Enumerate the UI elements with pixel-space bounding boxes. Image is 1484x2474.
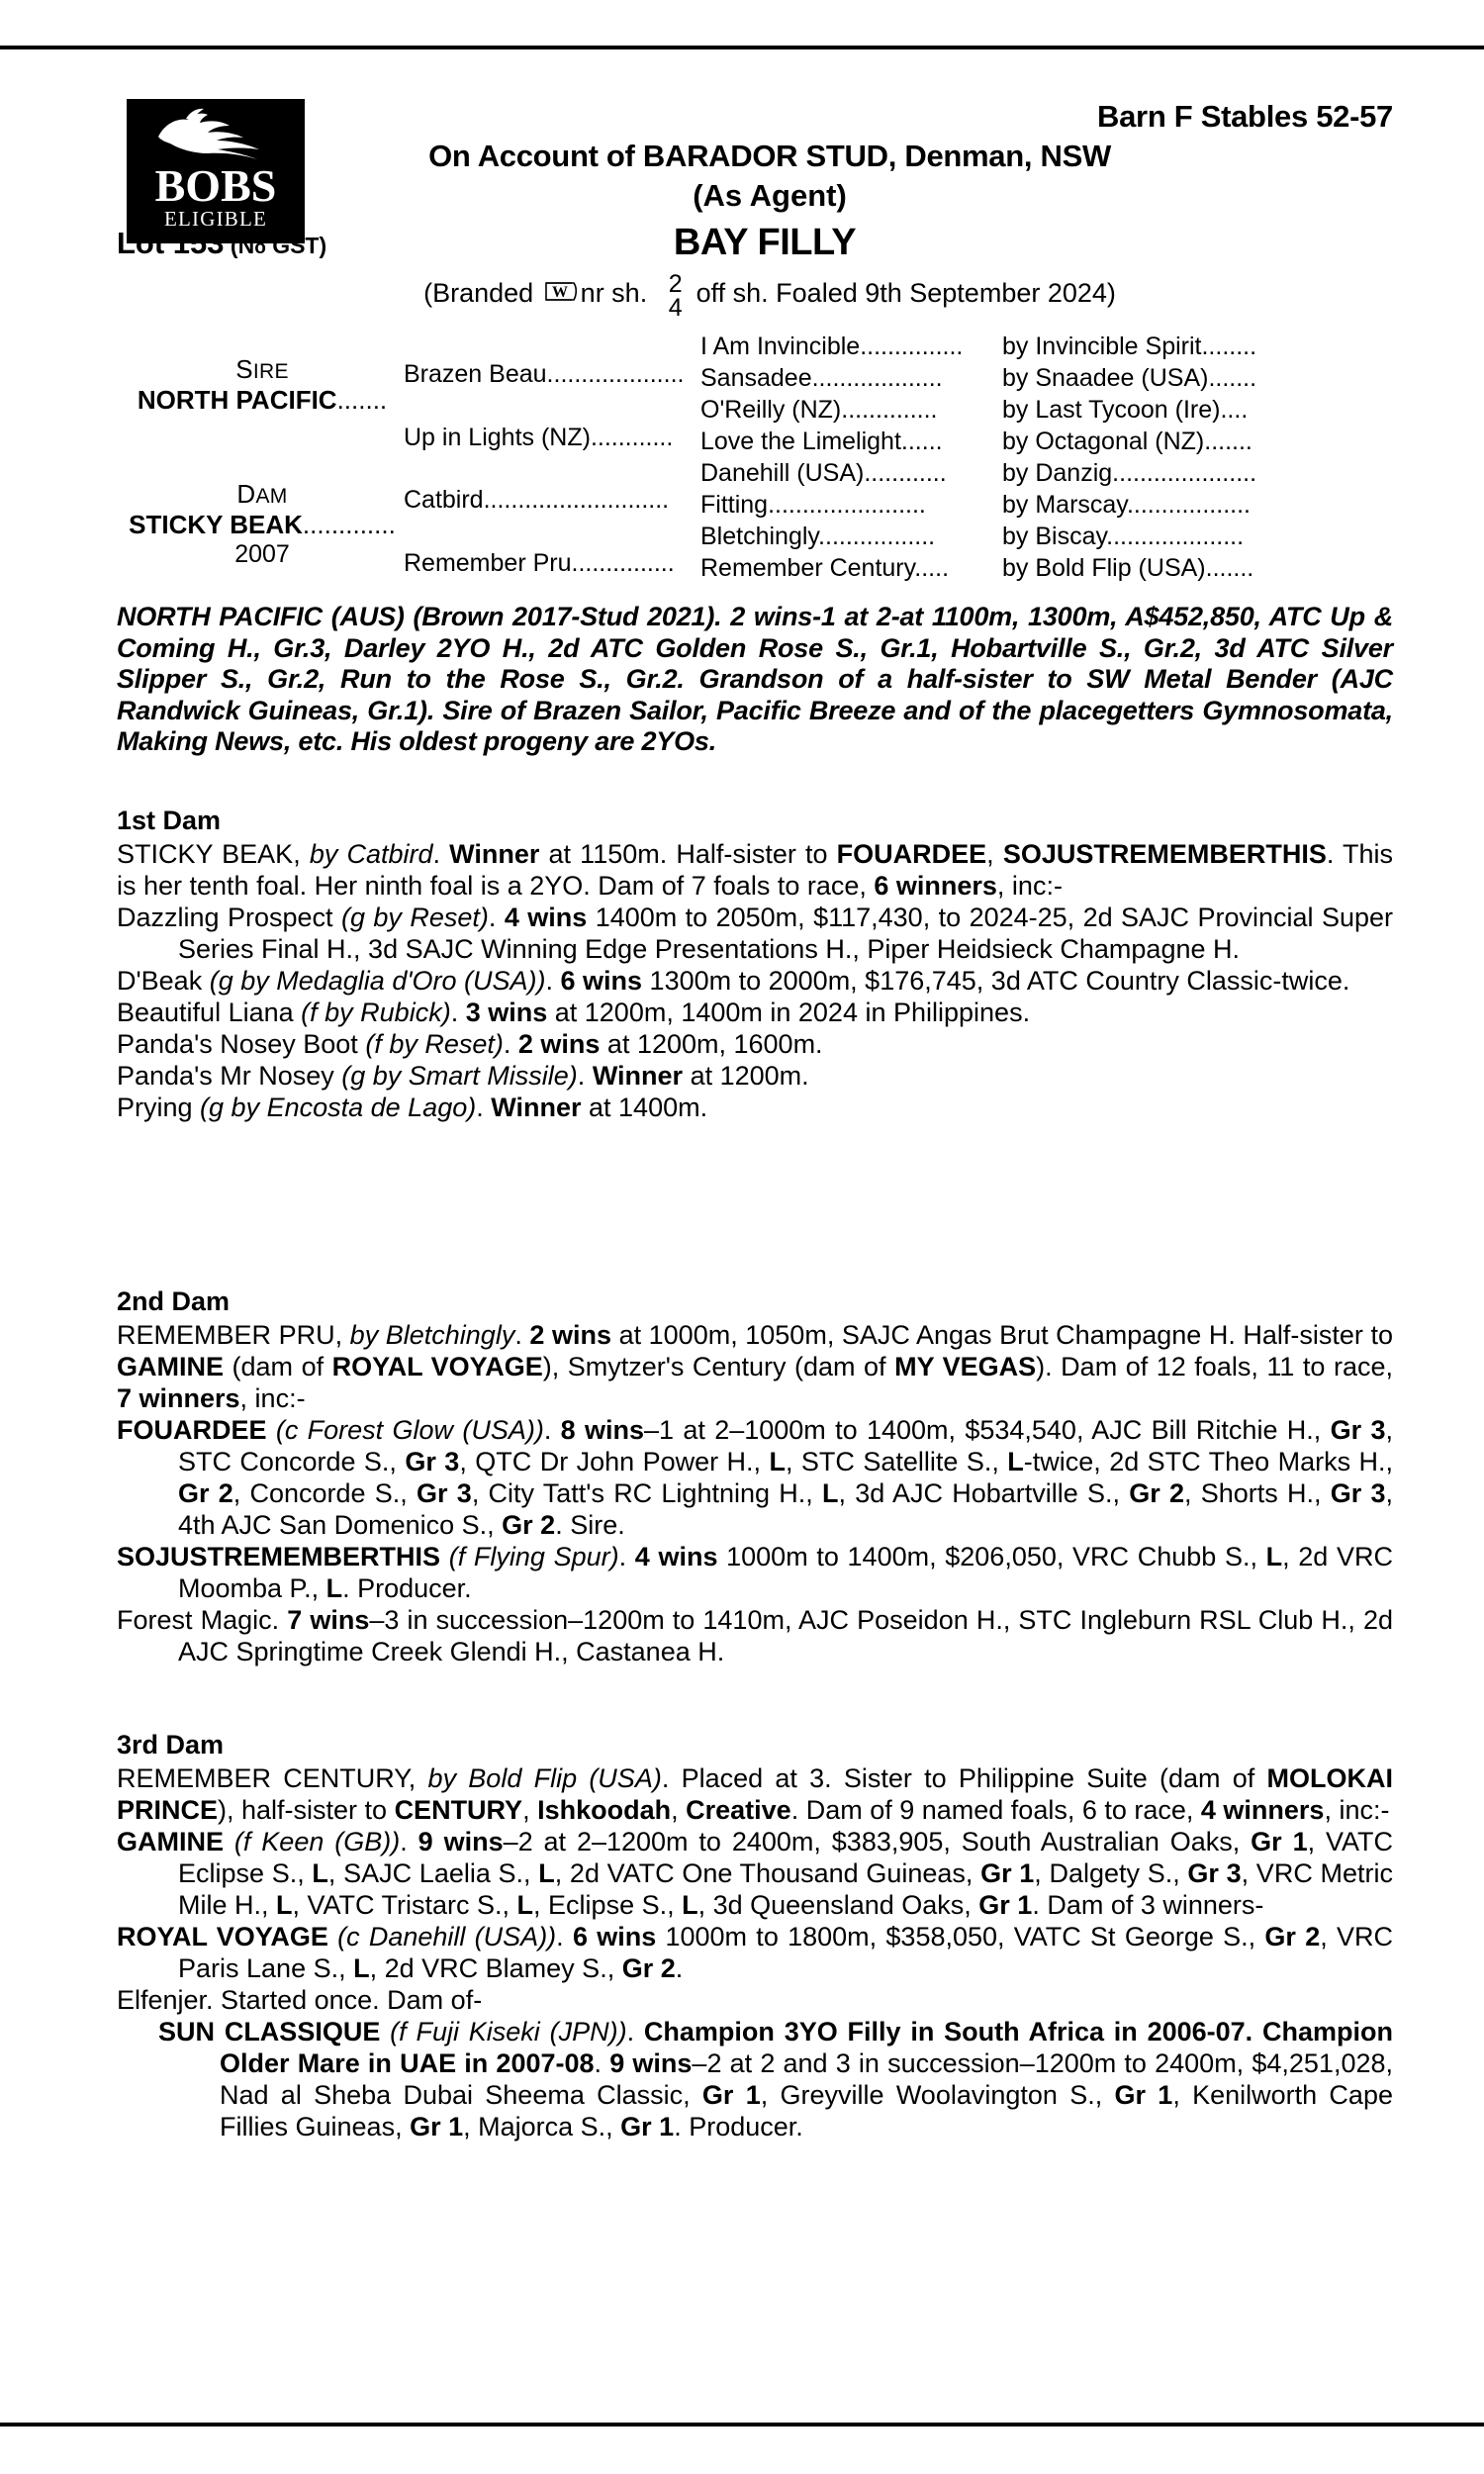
pedigree-gen4-item: by Marscay.................. [1002,491,1251,519]
sire-name: NORTH PACIFIC....... [137,385,388,415]
bottom-rule [0,2423,1484,2426]
progeny-entry: D'Beak (g by Medaglia d'Oro (USA)). 6 wins 1300m to 2000m, $176,745, 3d ATC Country Classic-twice. [117,966,1350,996]
award-segments: Gr 1, VATC Eclipse S., L, SAJC Laelia S., L, 2d VATC One Thousand Guineas, Gr 1, Dalgety S., Gr 3, VRC Metric Mile H., L, VATC Tristarc S., L, Eclipse S., L, 3d Queensland Oaks, Gr 1. Dam of 3 winners- [178,1827,1393,1920]
third-dam-description: REMEMBER CENTURY, by Bold Flip (USA). Placed at 3. Sister to Philippine Suite (dam of MOLOKAI PRINCE), half-sister to CENTURY, Ishkoodah, Creative. Dam of 9 named foals, 6 to race, 4 winners, inc:- [117,1763,1393,1825]
brand-number-fraction [669,272,683,320]
first-dam-body [117,838,1393,1123]
branded-mid-text: nr sh. [580,278,648,309]
elfenjer-entry: Elfenjer. Started once. Dam of- [117,1985,483,2015]
svg-text:W: W [551,284,568,302]
pedigree-gen4-item: by Danzig..................... [1002,459,1257,487]
lot-gst-note: (No GST) [230,233,327,258]
award-segments: Gr 2, VRC Paris Lane S., L, 2d VRC Blamey S., Gr 2. [178,1922,1393,1983]
barn-stables-text: Barn F Stables 52-57 [1097,99,1393,134]
branded-suffix-text: off sh. Foaled 9th September 2024) [696,278,1116,309]
first-dam-heading: 1st Dam [117,806,222,835]
pedigree-gen4-item: by Octagonal (NZ)....... [1002,428,1252,455]
progeny-entry: FOUARDEE (c Forest Glow (USA)). 8 wins–1 at 2–1000m to 1400m, $534,540, AJC Bill Ritchie H., Gr 3, STC Concorde S., Gr 3, QTC Dr John Power H., L, STC Satellite S., L-twice, 2d STC Theo Marks H., Gr 2, Concorde S., Gr 3, City Tatt's RC Lightning H., L, 3d AJC Hobartville S., Gr 2, Shorts H., Gr 3, 4th AJC San Domenico S., Gr 2. Sire. [117,1415,1394,1540]
pedigree-table [117,333,1393,585]
pedigree-gen2-item: Up in Lights (NZ)............ [404,424,674,451]
pedigree-gen3-item: I Am Invincible............... [700,333,964,360]
pedigree-gen3-item: Love the Limelight...... [700,428,943,455]
award-segments: Gr 1, Greyville Woolavington S., Gr 1, Kenilworth Cape Fillies Guineas, Gr 1, Majorca S., Gr 1. Producer. [220,2080,1393,2141]
pedigree-gen4-item: by Biscay.................... [1002,523,1245,550]
dam-name: STICKY BEAK............. [129,510,396,539]
brand-number-bottom: 4 [668,294,683,322]
pedigree-generation-1 [129,333,396,585]
pedigree-gen3-item: Bletchingly................. [700,523,936,550]
dam-block [129,479,396,569]
w-brand-icon [544,278,578,312]
page-header [117,77,1393,322]
branded-description [117,270,1393,322]
pedigree-gen3-item: Danehill (USA)............ [700,459,947,487]
dam-label: DAM [236,479,288,509]
sire-performance-summary: NORTH PACIFIC (AUS) (Brown 2017-Stud 2021). 2 wins-1 at 2-at 1100m, 1300m, A$452,850, ATC Up & Coming H., Gr.3, Darley 2YO H., 2d ATC Golden Rose S., Gr.1, Hobartville S., Gr.2, 3d ATC Silver Slipper S., Gr.2, Run to the Rose S., Gr.2. Grandson of a half-sister to SW Metal Bender (AJC Randwick Guineas, Gr.1). Sire of Brazen Sailor, Pacific Breeze and of the placegetters Gymnosomata, Making News, etc. His oldest progeny are 2YOs. [117,602,1393,756]
bobs-eligible-subtext: ELIGIBLE [163,207,268,231]
brand-number-top: 2 [668,270,683,298]
pedigree-gen4-item: by Bold Flip (USA)....... [1002,554,1254,582]
pedigree-gen4-item: by Snaadee (USA)....... [1002,364,1257,392]
lot-number-text: Lot 153 [117,226,225,260]
second-dam-section [117,1286,1393,1667]
progeny-entry: GAMINE (f Keen (GB)). 9 wins–2 at 2–1200m to 2400m, $383,905, South Australian Oaks, Gr 1, VATC Eclipse S., L, SAJC Laelia S., L, 2d VATC One Thousand Guineas, Gr 1, Dalgety S., Gr 3, VRC Metric Mile H., L, VATC Tristarc S., L, Eclipse S., L, 3d Queensland Oaks, Gr 1. Dam of 3 winners- [117,1827,1393,1920]
progeny-entry: Beautiful Liana (f by Rubick). 3 wins at 1200m, 1400m in 2024 in Philippines. [117,998,1031,1027]
progeny-entry: Panda's Nosey Boot (f by Reset). 2 wins at 1200m, 1600m. [117,1029,823,1059]
progeny-entry: Prying (g by Encosta de Lago). Winner at 1400m. [117,1093,708,1122]
progeny-entry: ROYAL VOYAGE (c Danehill (USA)). 6 wins 1000m to 1800m, $358,050, VATC St George S., Gr 2, VRC Paris Lane S., L, 2d VRC Blamey S., Gr 2. [117,1922,1393,1983]
sire-block [129,354,396,416]
second-dam-heading: 2nd Dam [117,1286,231,1316]
second-dam-body [117,1319,1393,1667]
progeny-entry: Dazzling Prospect (g by Reset). 4 wins 1400m to 2050m, $117,430, to 2024-25, 2d SAJC Provincial Super Series Final H., 3d SAJC Winning Edge Presentations H., Piper Heidsieck Champagne H. [117,903,1393,964]
progeny-entry: SOJUSTREMEMBERTHIS (f Flying Spur). 4 wins 1000m to 1400m, $206,050, VRC Chubb S., L, 2d VRC Moomba P., L. Producer. [117,1542,1393,1603]
third-dam-heading: 3rd Dam [117,1730,225,1760]
dam-year: 2007 [234,540,290,568]
bobs-wordmark: BOBS [154,160,277,211]
second-dam-description: REMEMBER PRU, by Bletchingly. 2 wins at 1000m, 1050m, SAJC Angas Brut Champagne H. Half-sister to GAMINE (dam of ROYAL VOYAGE), Smytzer's Century (dam of MY VEGAS). Dam of 12 foals, 11 to race, 7 winners, inc:- [117,1320,1393,1413]
pedigree-gen2-item: Brazen Beau.................... [404,360,685,388]
pedigree-gen3-item: Sansadee................... [700,364,943,392]
pedigree-gen3-item: O'Reilly (NZ).............. [700,396,938,424]
progeny-entry: Panda's Mr Nosey (g by Smart Missile). Winner at 1200m. [117,1061,809,1091]
top-rule [0,46,1484,49]
award-segments: Gr 3, STC Concorde S., Gr 3, QTC Dr John Power H., L, STC Satellite S., L-twice, 2d STC Theo Marks H., Gr 2, Concorde S., Gr 3, City Tatt's RC Lightning H., L, 3d AJC Hobartville S., Gr 2, Shorts H., Gr 3, 4th AJC San Domenico S., Gr 2. Sire. [178,1415,1394,1540]
pedigree-gen2-item: Catbird........................... [404,486,670,514]
on-account-of-text: On Account of BARADOR STUD, Denman, NSW [428,139,1111,173]
third-dam-section [117,1730,1393,2142]
as-agent-text: (As Agent) [693,178,847,213]
branded-prefix-text: (Branded [423,278,534,309]
first-dam-description: STICKY BEAK, by Catbird. Winner at 1150m. Half-sister to FOUARDEE, SOJUSTREMEMBERTHIS. This is her tenth foal. Her ninth foal is a 2YO. Dam of 7 foals to race, 6 winners, inc:- [117,839,1394,901]
pedigree-gen3-item: Fitting....................... [700,491,926,519]
pedigree-gen4-item: by Last Tycoon (Ire).... [1002,396,1249,424]
pedigree-gen3-item: Remember Century..... [700,554,950,582]
sun-classique-entry: SUN CLASSIQUE (f Fuji Kiseki (JPN)). Champion 3YO Filly in South Africa in 2006-07. Champion Older Mare in UAE in 2007-08. 9 wins–2 at 2 and 3 in succession–1200m to 2400m, $4,251,028, Nad al Sheba Dubai Sheema Classic, Gr 1, Greyville Woolavington S., Gr 1, Kenilworth Cape Fillies Guineas, Gr 1, Majorca S., Gr 1. Producer. [158,2017,1393,2141]
page-title: BAY FILLY [673,222,857,263]
sire-label: SIRE [235,354,289,384]
pedigree-gen4-item: by Invincible Spirit........ [1002,333,1257,360]
third-dam-body [117,1762,1393,2142]
first-dam-section [117,806,1393,1123]
pedigree-gen2-item: Remember Pru............... [404,549,675,577]
award-segments: L, 2d VRC Moomba P., L. Producer. [178,1542,1393,1603]
page-content [117,77,1394,2141]
progeny-entry: Forest Magic. 7 wins–3 in succession–1200m to 1410m, AJC Poseidon H., STC Ingleburn RSL Club H., 2d AJC Springtime Creek Glendi H., Castanea H. [117,1605,1394,1666]
lot-row [117,222,1393,269]
